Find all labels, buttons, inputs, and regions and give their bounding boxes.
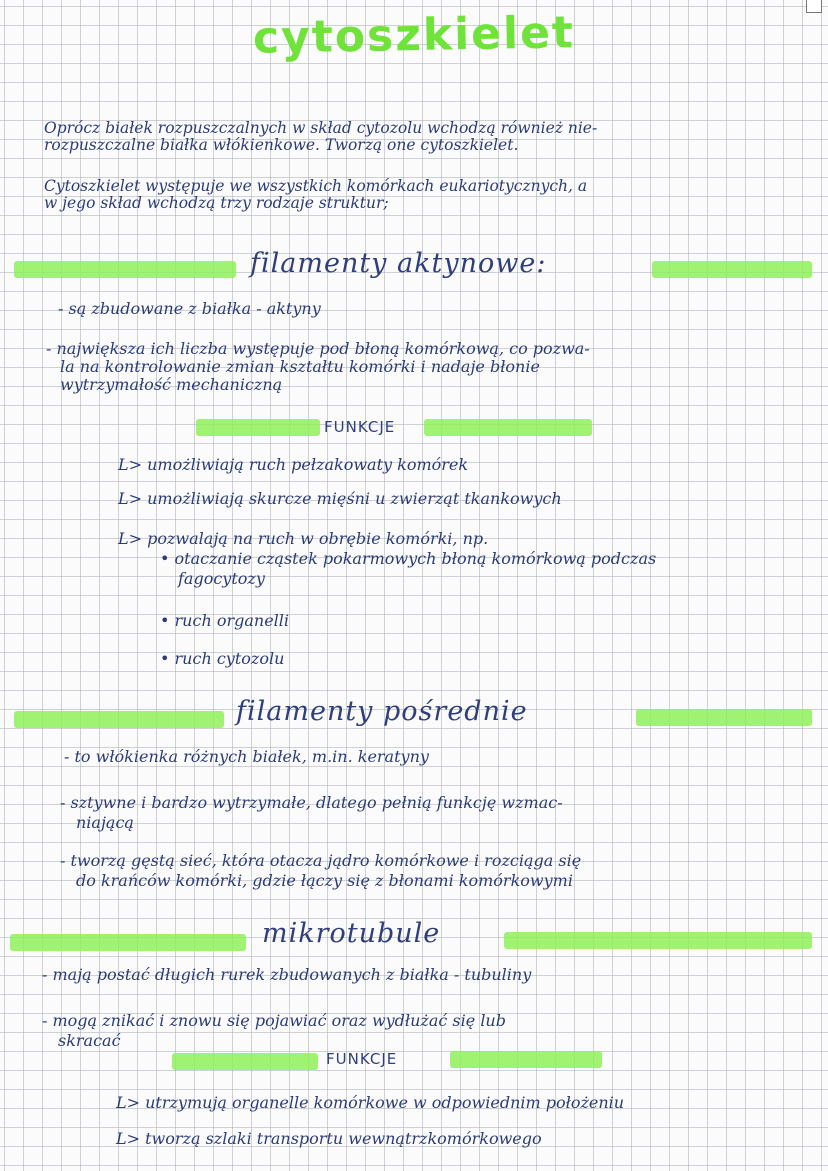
functions-highlight-right [450,1051,602,1068]
heading-highlight-left [14,261,236,278]
functions-label: FUNKCJE [326,1050,398,1068]
actin-point: - są zbudowane z białka - aktyny [58,299,321,318]
intermediate-point: - to włókienka różnych białek, m.in. keratyny [64,747,429,766]
intro-paragraph-1 [44,120,814,154]
intermediate-point: - sztywne i bardzo wytrzymałe, dlatego pełnią funkcję wzmac- [60,793,563,812]
function-item: L> umożliwiają skurcze mięśni u zwierząt tkankowych [118,489,562,508]
intermediate-point: niającą [76,813,134,832]
actin-point: la na kontrolowanie zmian kształtu komórki i nadaje błonie [60,357,540,376]
function-item: L> pozwalają na ruch w obrębie komórki, np. [118,529,489,548]
heading-highlight-right [652,261,812,278]
section-heading-microtubules: mikrotubule [262,918,441,949]
bullet-item: • ruch cytozolu [160,649,285,668]
section-heading-actin: filamenty aktynowe: [250,248,547,279]
heading-highlight-left [10,934,246,951]
functions-highlight-left [172,1053,318,1070]
intermediate-point: do krańców komórki, gdzie łączy się z błonami komórkowymi [76,871,573,890]
intro-line: Oprócz białek rozpuszczalnych w skład cytozolu wchodzą również nie- [44,119,598,137]
bullet-item: • otaczanie cząstek pokarmowych błoną komórkową podczas [160,549,657,568]
bullet-item: • ruch organelli [160,611,290,630]
intro-line: rozpuszczalne białka włókienkowe. Tworzą one cytoszkielet. [44,136,519,154]
bullet-text: otaczanie cząstek pokarmowych błoną komórkową podczas [174,549,657,568]
functions-label: FUNKCJE [324,418,396,436]
bullet-text: ruch cytozolu [174,649,285,668]
actin-point: wytrzymałość mechaniczną [60,375,283,394]
intro-paragraph-2 [44,178,814,212]
bullet-text: ruch organelli [174,611,290,630]
section-heading-intermediate: filamenty pośrednie [236,696,528,727]
heading-highlight-left [14,711,224,728]
functions-highlight-right [424,419,592,436]
heading-highlight-right [504,932,812,949]
actin-point: - największa ich liczba występuje pod błoną komórkową, co pozwa- [46,339,590,358]
function-item: L> utrzymują organelle komórkowe w odpowiednim położeniu [116,1093,625,1112]
function-item: L> tworzą szlaki transportu wewnątrzkomórkowego [116,1129,542,1148]
functions-highlight-left [196,419,320,436]
intro-line: w jego skład wchodzą trzy rodzaje struktur; [44,194,389,212]
bullet-continuation: fagocytozy [178,569,265,588]
heading-highlight-right [636,709,812,726]
microtubule-point: - mogą znikać i znowu się pojawiać oraz wydłużać się lub [42,1011,506,1030]
intro-line: Cytoszkielet występuje we wszystkich komórkach eukariotycznych, a [44,177,588,195]
page-title: cytoszkielet [252,7,576,64]
function-item: L> umożliwiają ruch pełzakowaty komórek [118,455,469,474]
microtubule-point: skracać [58,1031,121,1050]
microtubule-point: - mają postać długich rurek zbudowanych z białka - tubuliny [42,965,532,984]
intermediate-point: - tworzą gęstą sieć, która otacza jądro komórkowe i rozciąga się [60,851,582,870]
